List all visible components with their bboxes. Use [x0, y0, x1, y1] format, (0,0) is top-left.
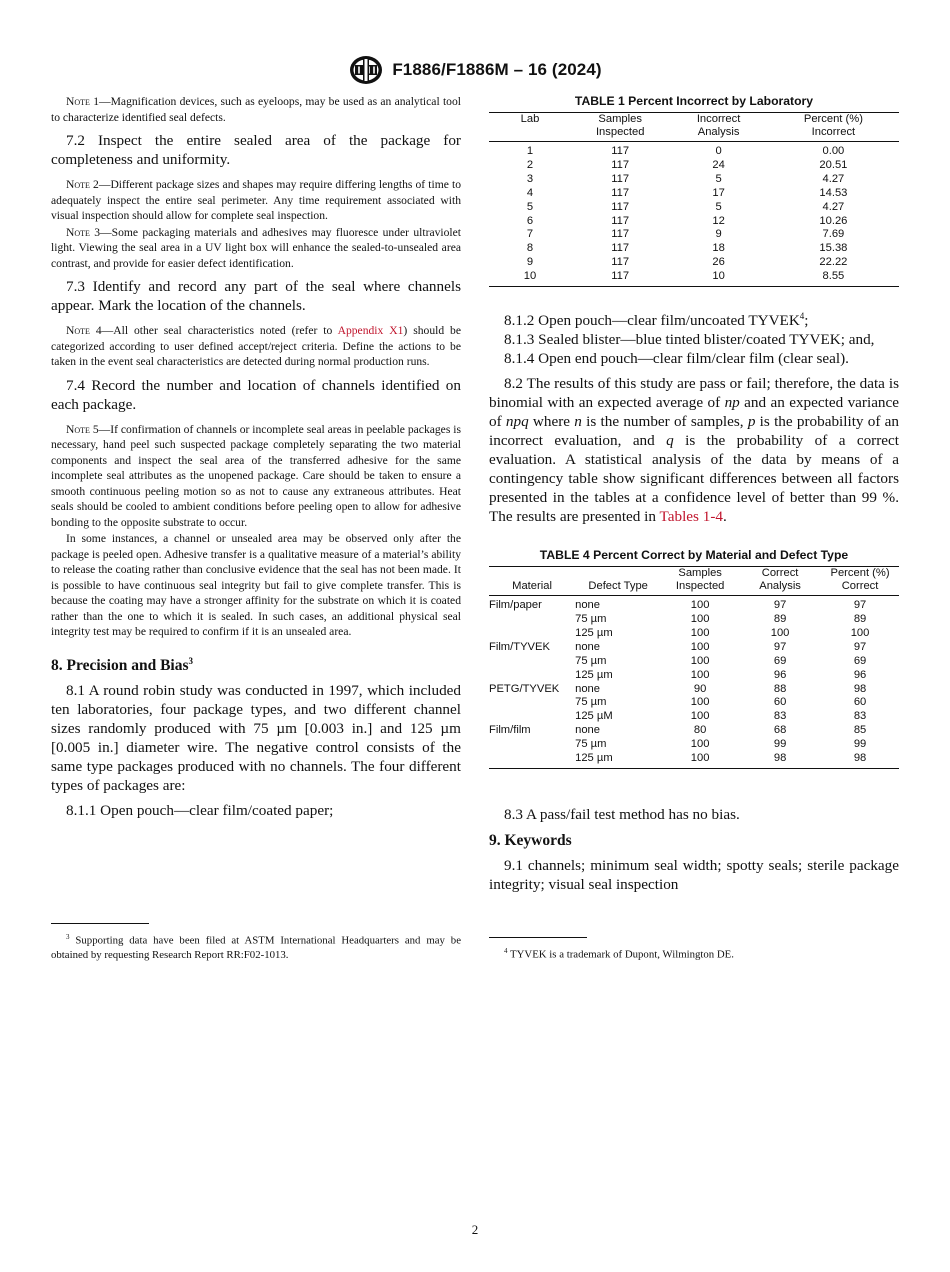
note-5: [51, 422, 461, 531]
footnote-3: [51, 930, 461, 962]
table-4-header-correct-2: Analysis: [739, 580, 821, 596]
table-row: [489, 669, 899, 683]
table-row: [489, 655, 899, 669]
table-4-header-samples: Samples: [661, 567, 739, 581]
footnote-4: [489, 944, 899, 962]
table-cell: 117: [571, 270, 669, 286]
para-8-1-3: 8.1.3 Sealed blister—blue tinted blister/coated TYVEK; and,: [504, 331, 875, 349]
table-row: [489, 710, 899, 724]
para-7-2: 7.2 Inspect the entire sealed area of the package for completeness and uniformity.: [51, 132, 461, 168]
table-cell: 117: [611, 172, 630, 185]
table-row: [489, 242, 899, 256]
table-row: [489, 201, 899, 215]
note-2: [51, 177, 461, 224]
appendix-x1-link[interactable]: Appendix X1: [337, 324, 404, 337]
table-4-caption: TABLE 4 Percent Correct by Material and Defect Type: [539, 548, 849, 563]
para-7-4: 7.4 Record the number and location of channels identified on each package.: [51, 376, 461, 413]
math-q: q: [666, 432, 674, 450]
table-cell: 24: [712, 158, 725, 171]
table-cell: 5: [715, 172, 722, 185]
table-cell: [489, 696, 575, 710]
note-text: —Some packaging materials and adhesives may fluoresce under ultraviolet light. Viewing the seal area in a UV light box will enhance the sealed-to-unsealed area contrast, and provide for easier defect identification.: [51, 225, 461, 270]
table-row: [489, 738, 899, 752]
table-cell: 100: [690, 710, 710, 723]
note-3: [51, 225, 461, 272]
table-cell: 117: [611, 200, 630, 213]
table-cell: 4.27: [822, 172, 845, 185]
table-cell: 12: [712, 214, 725, 227]
table-cell: 22.22: [819, 256, 848, 269]
table-cell: [489, 613, 575, 627]
footnote-ref-4: 4: [799, 311, 805, 321]
table-row: [489, 187, 899, 201]
page-number: 2: [471, 1222, 479, 1237]
table-row: [489, 696, 899, 710]
footnote-rule: [51, 923, 149, 924]
table-cell: 96: [853, 668, 867, 681]
para-8-3: 8.3 A pass/fail test method has no bias.: [504, 805, 740, 823]
table-row: [489, 215, 899, 229]
table-row: [489, 173, 899, 187]
table-cell: 98: [821, 752, 899, 768]
table-cell: 100: [690, 640, 710, 653]
astm-logo: [348, 54, 384, 86]
table-cell: 3: [526, 172, 534, 185]
math-np: np: [724, 394, 740, 412]
table-row: [489, 596, 899, 613]
table-cell: 100: [690, 599, 710, 612]
table-4-header-material: [489, 567, 575, 581]
left-column: [51, 94, 461, 820]
table-cell: 83: [773, 710, 787, 723]
table-cell: 5: [526, 200, 534, 213]
table-1-header-samples: Samples: [571, 113, 669, 127]
table-cell: 60: [773, 696, 787, 709]
table-cell: 75 µm: [575, 654, 607, 667]
table-cell: 17: [712, 186, 725, 199]
para-8-1-4: 8.1.4 Open end pouch—clear film/clear film (clear seal).: [504, 350, 849, 368]
table-row: [489, 724, 899, 738]
table-cell: PETG/TYVEK: [489, 682, 560, 695]
table-cell: 6: [526, 214, 534, 227]
table-row: [489, 159, 899, 173]
table-cell: 98: [739, 752, 821, 768]
para-7-3: 7.3 Identify and record any part of the seal where channels appear. Mark the location of the channels.: [51, 278, 461, 314]
footnote-text: Supporting data have been filed at ASTM International Headquarters and may be obtained by requesting Research Report RR:F02-1013.: [51, 934, 461, 961]
table-cell: 100: [661, 752, 739, 768]
table-cell: 100: [690, 668, 710, 681]
table-cell: 60: [853, 696, 867, 709]
table-4-body: [489, 596, 899, 769]
table-cell: 117: [611, 145, 630, 157]
table-row: [489, 256, 899, 270]
table-cell: 75 µm: [575, 738, 607, 751]
para-9-1: 9.1 channels; minimum seal width; spotty seals; sterile package integrity; visual seal inspection: [489, 856, 899, 893]
math-n: n: [574, 413, 582, 431]
note-text: —Different package sizes and shapes may require differing lengths of time to adequately inspect the entire seal perimeter. Any time requirement associated with visual inspection should allow for complete seal inspection.: [51, 178, 462, 222]
table-cell: 0: [715, 145, 722, 157]
para-text: is the probability of a correct evaluation. A statistical analysis of the data by means of a contingency table show significant differences between all factors presented in the tables at a confidence level of better than 99 %. The results are presented in: [489, 432, 899, 526]
table-cell: 7.69: [822, 228, 845, 241]
para-text: ;: [804, 312, 809, 330]
table-cell: none: [575, 682, 600, 695]
table-row: [489, 142, 899, 159]
table-cell: 97: [853, 599, 867, 612]
table-cell: 10.26: [819, 214, 848, 227]
para-8-1-2: [489, 311, 899, 330]
table-cell: 9: [715, 228, 722, 241]
note-label: Note 4: [66, 324, 102, 337]
table-cell: 125 µm: [575, 668, 613, 681]
table-cell: [489, 669, 575, 683]
note-label: Note 5: [66, 422, 99, 436]
tables-1-4-link[interactable]: Tables 1-4: [659, 508, 723, 526]
table-4-header-samples-2: Inspected: [661, 580, 739, 596]
table-cell: 125 µM: [575, 710, 613, 723]
table-cell: 88: [773, 682, 787, 695]
footnote-number: 4: [504, 947, 508, 955]
table-cell: 85: [853, 724, 867, 737]
note-label: Note 1: [66, 95, 100, 108]
table-4-header-percent-2: Correct: [821, 580, 899, 596]
table-cell: 97: [773, 599, 787, 612]
table-cell: 69: [773, 654, 787, 667]
note-text: ) should be categorized according to user defined accept/reject criteria. Define the actions to be taken in the event seal characteristics are detected during normal production runs.: [51, 324, 462, 368]
table-cell: 100: [690, 626, 710, 639]
table-cell: [489, 752, 575, 768]
table-4-header-percent: Percent (%): [821, 567, 899, 581]
table-cell: 8.55: [768, 270, 899, 286]
table-cell: [489, 738, 575, 752]
table-cell: 18: [712, 242, 725, 255]
table-cell: 10: [669, 270, 767, 286]
table-cell: Film/paper: [489, 599, 542, 612]
table-cell: 7: [526, 228, 534, 241]
table-1-caption: TABLE 1 Percent Incorrect by Laboratory: [574, 94, 814, 108]
para-text: 8.2 The results of this study are pass or fail; therefore, the data is binomial with an expected average of: [489, 375, 899, 412]
table-cell: [489, 655, 575, 669]
table-cell: 97: [853, 640, 867, 653]
table-cell: 100: [690, 612, 710, 625]
table-cell: 117: [611, 214, 630, 227]
table-row: [489, 752, 899, 768]
table-row: [489, 228, 899, 242]
table-row: [489, 627, 899, 641]
table-4-header-correct: Correct: [739, 567, 821, 581]
table-cell: 20.51: [819, 158, 848, 171]
note-1: [51, 94, 461, 125]
page-header: [0, 54, 950, 86]
table-cell: Film/TYVEK: [489, 640, 550, 653]
table-cell: 117: [611, 242, 630, 255]
table-cell: 69: [853, 654, 867, 667]
table-cell: 117: [611, 158, 630, 171]
table-cell: 5: [715, 200, 722, 213]
footnote-text: TYVEK is a trademark of Dupont, Wilmington DE.: [510, 948, 734, 961]
table-4: [489, 566, 899, 769]
table-cell: 0.00: [822, 145, 845, 157]
table-cell: 14.53: [819, 186, 848, 199]
table-1-header-incorrect: Incorrect: [669, 113, 767, 127]
table-cell: 100: [690, 654, 710, 667]
note-4: [51, 323, 461, 370]
table-cell: 117: [611, 256, 630, 269]
table-cell: 100: [770, 626, 790, 639]
table-cell: 75 µm: [575, 696, 607, 709]
table-cell: none: [575, 724, 600, 737]
table-cell: 100: [850, 626, 870, 639]
para-text: .: [723, 508, 727, 526]
para-text: 8.1.2 Open pouch—clear film/uncoated TYVEK: [504, 312, 800, 330]
table-cell: 96: [773, 668, 787, 681]
math-p: p: [747, 413, 756, 431]
table-cell: none: [575, 640, 600, 653]
table-cell: 100: [690, 738, 710, 751]
table-cell: 83: [853, 710, 867, 723]
para-text: and an expected variance of: [489, 394, 900, 431]
note-label: Note 2: [66, 178, 99, 191]
footnote-ref-3: 3: [188, 655, 194, 666]
table-4-header-material-2: Material: [489, 580, 575, 596]
table-cell: 89: [773, 612, 787, 625]
table-cell: 99: [773, 738, 787, 751]
document-designation: F1886/F1886M – 16 (2024): [392, 60, 602, 79]
table-cell: 15.38: [819, 242, 848, 255]
note-text: —All other seal characteristics noted (refer to: [101, 324, 338, 337]
table-1-header-percent: Percent (%): [768, 113, 899, 127]
para-8-1: 8.1 A round robin study was conducted in 1997, which included ten laboratories, four package types, and two different channel sizes randomly produced with 75 µm [0.003 in.] and 125 µm [0.005 in.] diameter wire. The negative control consists of the same type packages produced with no channels. The four different types of packages are:: [51, 681, 461, 794]
note-text: —Magnification devices, such as eyeloops, may be used as an analytical tool to characterize identified seal defects.: [51, 95, 461, 124]
table-row: [489, 270, 899, 286]
table-cell: 2: [526, 158, 534, 171]
table-1: [489, 112, 899, 287]
table-4-header-defect: [575, 567, 661, 581]
table-4-header-defect-2: Defect Type: [575, 580, 661, 596]
table-cell: 98: [853, 682, 867, 695]
table-cell: 4: [526, 186, 534, 199]
table-cell: 100: [690, 696, 710, 709]
section-8-heading: [51, 656, 461, 675]
para-text: where: [528, 413, 575, 431]
table-1-header-percent-2: Incorrect: [768, 126, 899, 142]
table-cell: [489, 710, 575, 724]
table-cell: 125 µm: [575, 752, 661, 768]
table-cell: 97: [773, 640, 787, 653]
table-cell: 1: [526, 145, 534, 157]
table-cell: 90: [693, 682, 707, 695]
table-row: [489, 641, 899, 655]
note-text: —If confirmation of channels or incomplete seal areas in peelable packages is necessary, hand peel such suspected package completely separating the two material components and inspect the seal area of the transferred adhesive for the same incomplete seal attributes as the unopened package. Care should be taken to ensure a smooth continuous peeling motion so as not to cause any extraneous attributes. Heat seals should be cooled to ambient conditions before peeling open to allow for adhesive bonding to the opposite substrate to occur.: [51, 422, 461, 529]
table-cell: 8: [526, 242, 534, 255]
right-column: [489, 94, 899, 894]
table-cell: 117: [611, 186, 630, 199]
table-cell: 10: [489, 270, 571, 286]
table-cell: 9: [526, 256, 534, 269]
math-npq: npq: [505, 413, 529, 431]
table-1-header-lab: Lab: [489, 113, 571, 127]
table-1-header-samples-2: Inspected: [571, 126, 669, 142]
table-row: [489, 683, 899, 697]
table-cell: Film/film: [489, 724, 531, 737]
table-cell: 68: [773, 724, 787, 737]
table-1-header-lab-2: [489, 126, 571, 142]
footnote-number: 3: [66, 933, 70, 941]
table-cell: 80: [693, 724, 707, 737]
table-cell: 125 µm: [575, 626, 613, 639]
table-cell: 75 µm: [575, 612, 607, 625]
table-cell: [489, 627, 575, 641]
table-cell: 89: [853, 612, 867, 625]
note-5-continued: In some instances, a channel or unsealed area may be observed only after the package is peeled open. Adhesive transfer is a qualitative measure of a material’s ability to release the coating rather than conclusive evidence that the seal has not been made. It is possible to have continuous seal integrity but fail to give complete transfer. This is because the coating may have a stronger affinity for the substrate on which it is coated rather than the one to which it is sealed. In such cases, an additional physical seal integrity test may be required to confirm if it is an unsealed area.: [51, 532, 461, 638]
table-cell: 117: [611, 228, 630, 241]
table-1-header-incorrect-2: Analysis: [669, 126, 767, 142]
table-cell: none: [575, 599, 600, 612]
table-1-body: [489, 142, 899, 287]
left-footnotes: [51, 923, 461, 962]
right-footnotes: [489, 937, 899, 962]
table-cell: 99: [853, 738, 867, 751]
para-text: is the number of samples,: [581, 413, 748, 431]
para-text: is the probability of an incorrect evaluation, and: [489, 413, 899, 450]
section-title: 8. Precision and Bias: [51, 656, 189, 674]
para-8-2: [489, 374, 899, 526]
table-cell: 26: [712, 256, 725, 269]
para-8-1-1: 8.1.1 Open pouch—clear film/coated paper;: [66, 801, 334, 819]
section-9-heading: 9. Keywords: [489, 831, 572, 849]
table-cell: 4.27: [822, 200, 845, 213]
note-label: Note 3: [66, 225, 101, 239]
footnote-rule: [489, 937, 587, 938]
table-row: [489, 613, 899, 627]
